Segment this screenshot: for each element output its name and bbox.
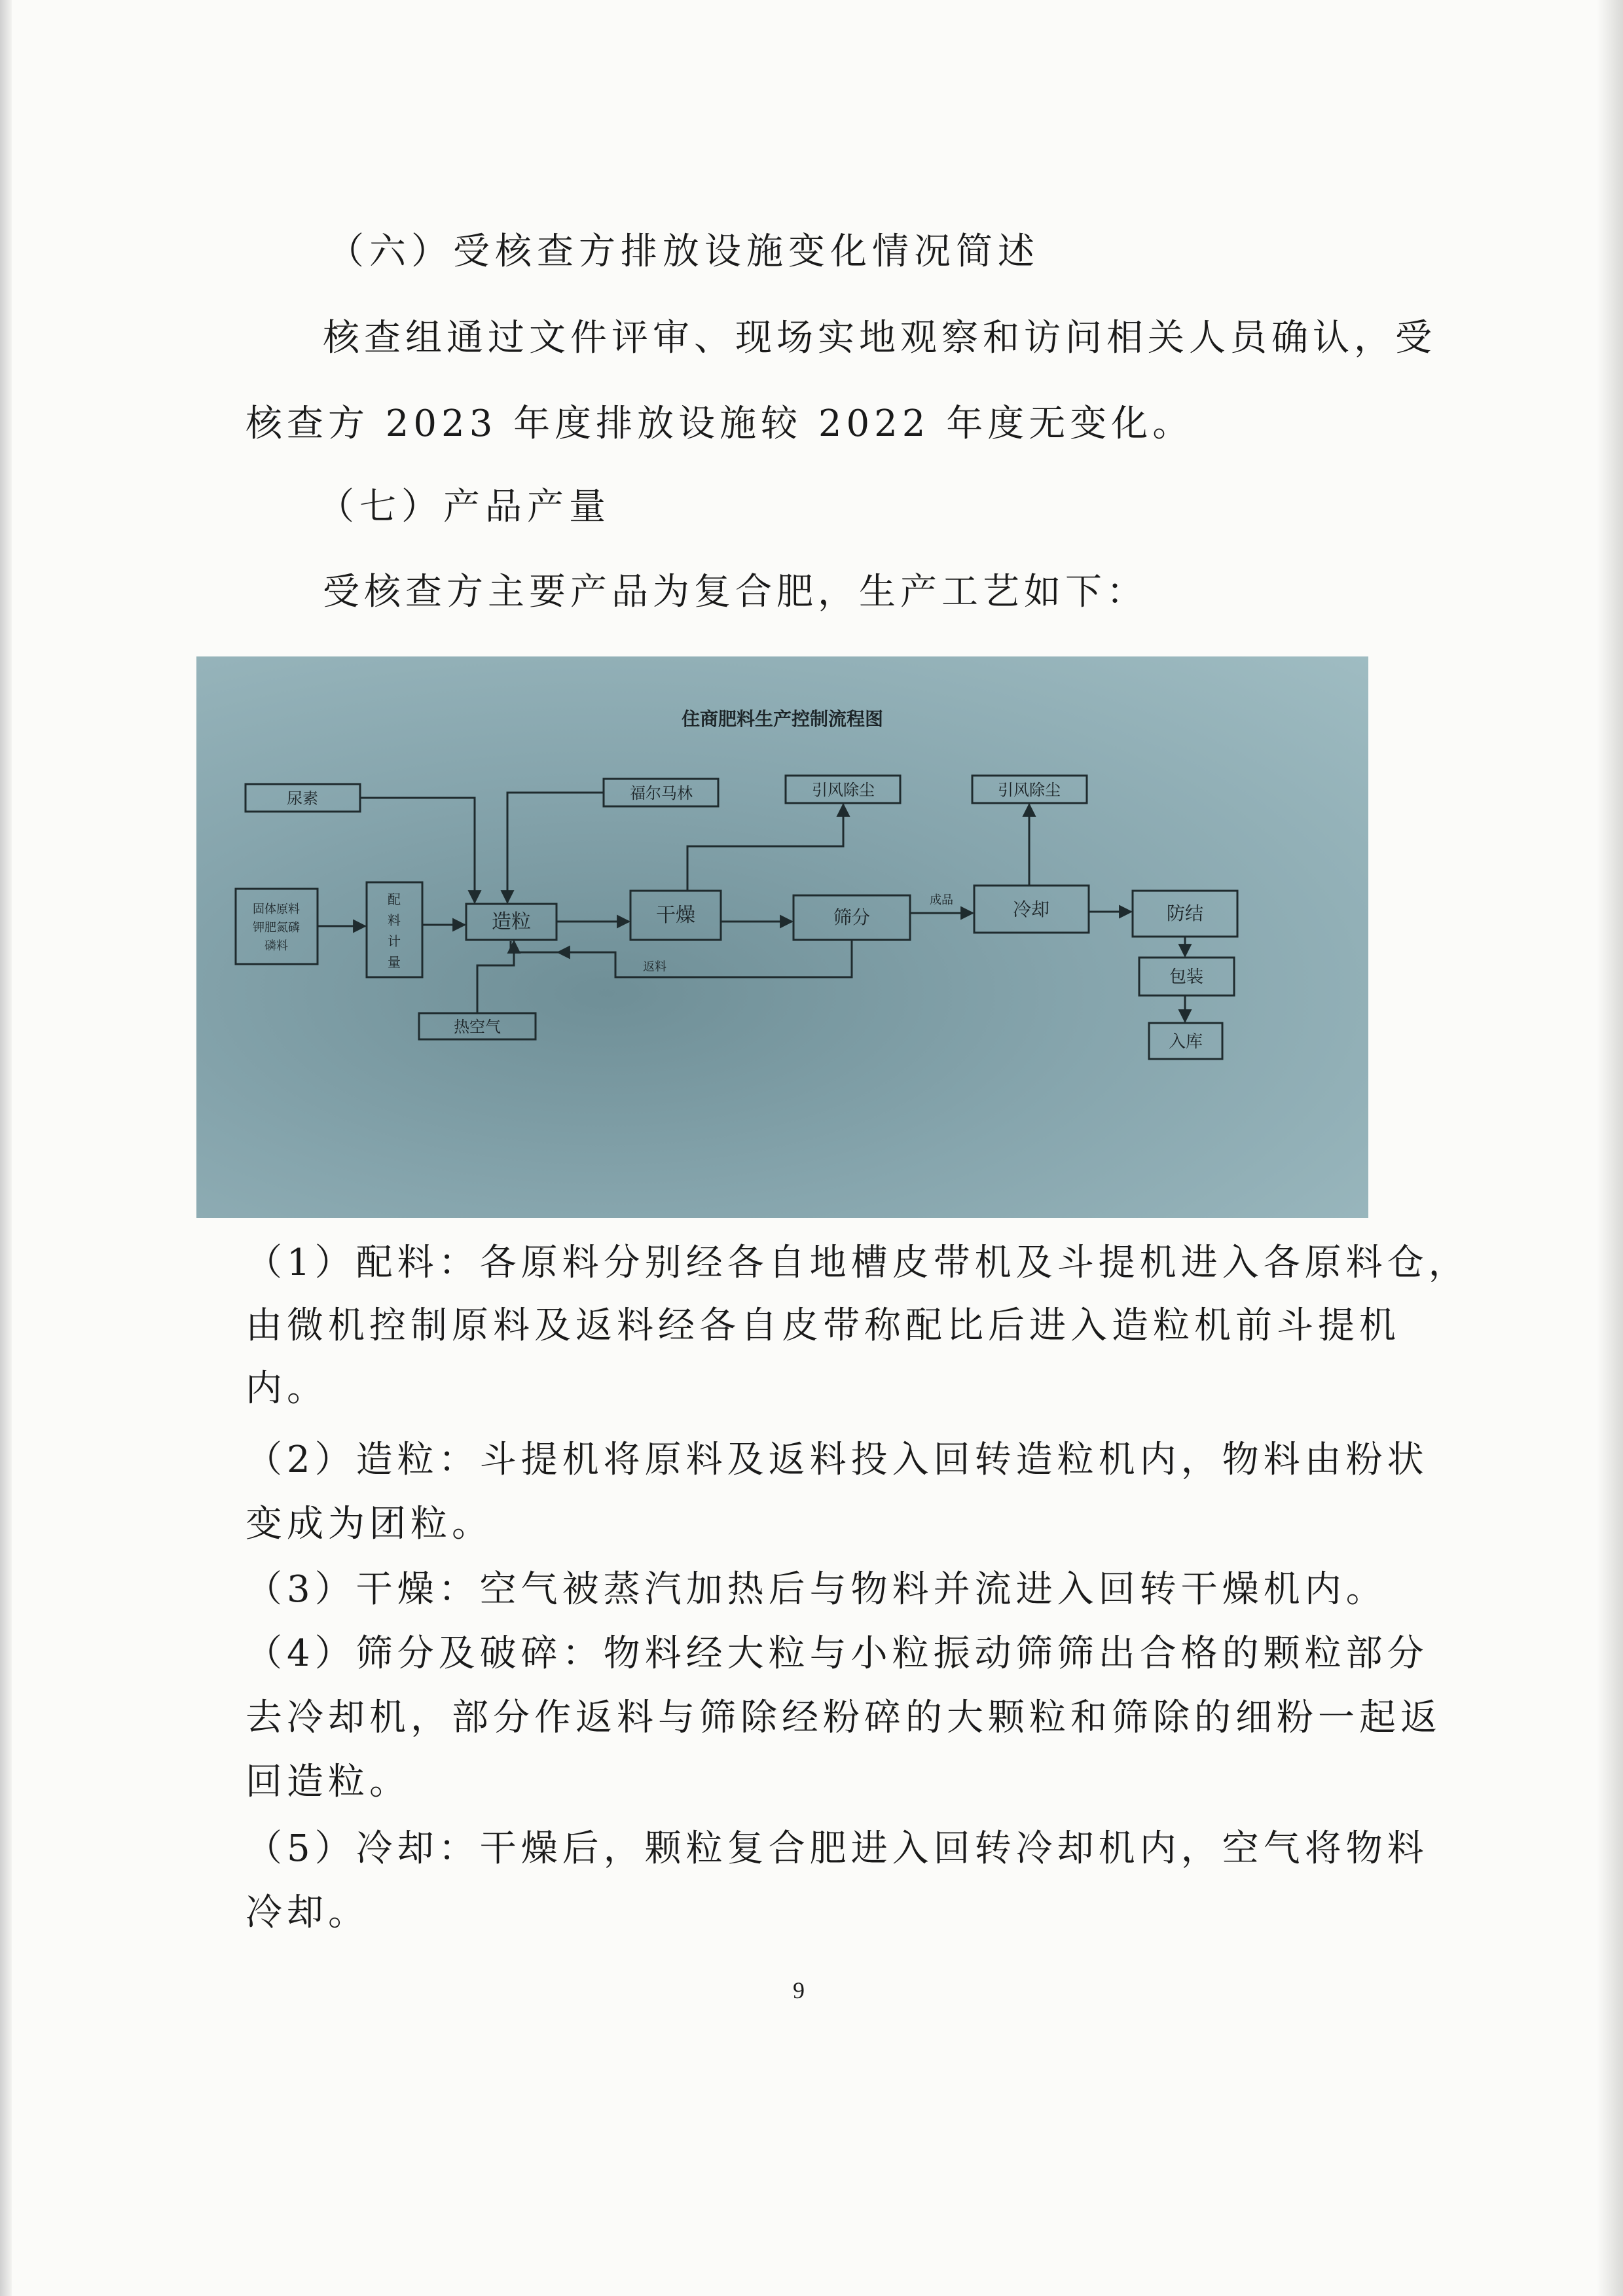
edge-label-return: 返料 (643, 960, 666, 974)
edge-label-product: 成品 (930, 893, 953, 907)
svg-text:包装: 包装 (1169, 967, 1204, 987)
node-drying (630, 891, 721, 940)
step3-line-1: （3）干燥：空气被蒸汽加热后与物料并流进入回转干燥机内。 (246, 1568, 1387, 1611)
svg-text:磷料: 磷料 (264, 939, 288, 953)
node-formalin (604, 779, 718, 806)
step1-line-3: 内。 (246, 1367, 328, 1410)
step2-line-2: 变成为团粒。 (246, 1503, 493, 1545)
step5-line-2: 冷却。 (246, 1892, 369, 1934)
svg-text:引风除尘: 引风除尘 (812, 781, 875, 799)
step1-line-2: 由微机控制原料及返料经各自皮带称配比后进入造粒机前斗提机 (246, 1304, 1400, 1347)
node-anticaking (1133, 891, 1237, 937)
section7-intro: 受核查方主要产品为复合肥，生产工艺如下： (323, 571, 1148, 613)
node-cooling (974, 886, 1089, 933)
node-granulation (466, 904, 556, 940)
svg-text:固体原料: 固体原料 (253, 903, 300, 916)
arrow-return-segment (511, 941, 615, 952)
step5-line-1: （5）冷却：干燥后，颗粒复合肥进入回转冷却机内，空气将物料 (246, 1827, 1429, 1870)
node-screening (793, 895, 910, 940)
process-flowchart (196, 656, 1368, 1218)
step4-line-1: （4）筛分及破碎：物料经大粒与小粒振动筛筛出合格的颗粒部分 (246, 1632, 1429, 1675)
svg-text:配: 配 (388, 891, 401, 907)
svg-text:尿素: 尿素 (287, 789, 318, 808)
svg-text:冷却: 冷却 (1012, 899, 1050, 920)
node-dust-removal-1 (786, 776, 900, 803)
step4-line-3: 回造粒。 (246, 1761, 410, 1803)
arrow-return-to-granulation (558, 940, 852, 977)
node-raw-materials (236, 889, 318, 964)
svg-text:量: 量 (388, 954, 401, 970)
scan-shadow-right (1597, 0, 1623, 2296)
section6-body-line-2: 核查方 2023 年度排放设施较 2022 年度无变化。 (246, 403, 1194, 445)
node-urea (246, 784, 360, 812)
scan-shadow-left (0, 0, 12, 2296)
svg-text:钾肥氮磷: 钾肥氮磷 (253, 921, 300, 935)
section6-heading: （六）受核查方排放设施变化情况简述 (327, 230, 1040, 273)
svg-text:筛分: 筛分 (833, 906, 871, 928)
node-packaging (1139, 958, 1234, 996)
svg-text:防结: 防结 (1166, 903, 1204, 924)
node-hot-air (419, 1013, 536, 1039)
step2-line-1: （2）造粒：斗提机将原料及返料投入回转造粒机内，物料由粉状 (246, 1439, 1429, 1481)
arrow-hot-air-to-granulation (477, 941, 514, 1013)
step4-line-2: 去冷却机，部分作返料与筛除经粉碎的大颗粒和筛除的细粉一起返 (246, 1696, 1442, 1739)
page-number: 9 (793, 1977, 805, 2003)
svg-text:干燥: 干燥 (656, 904, 695, 927)
svg-text:造粒: 造粒 (492, 910, 531, 933)
svg-text:福尔马林: 福尔马林 (630, 784, 693, 802)
arrow-urea-to-granulation (360, 798, 475, 903)
svg-text:热空气: 热空气 (454, 1018, 501, 1036)
flowchart-title: 住商肥料生产控制流程图 (681, 708, 884, 730)
node-dust-removal-2 (972, 776, 1087, 803)
svg-text:引风除尘: 引风除尘 (998, 781, 1061, 799)
svg-text:入库: 入库 (1168, 1032, 1203, 1052)
arrow-formalin-to-granulation (507, 793, 604, 903)
node-batching (367, 882, 422, 977)
node-storage (1149, 1023, 1222, 1059)
section6-body-line-1: 核查组通过文件评审、现场实地观察和访问相关人员确认，受 (323, 317, 1436, 359)
section7-heading: （七）产品产量 (318, 486, 611, 528)
svg-text:料: 料 (388, 912, 401, 928)
step1-line-1: （1）配料：各原料分别经各自地槽皮带机及斗提机进入各原料仓， (246, 1242, 1470, 1284)
svg-text:计: 计 (388, 933, 401, 949)
arrow-drying-to-dust (687, 804, 843, 891)
